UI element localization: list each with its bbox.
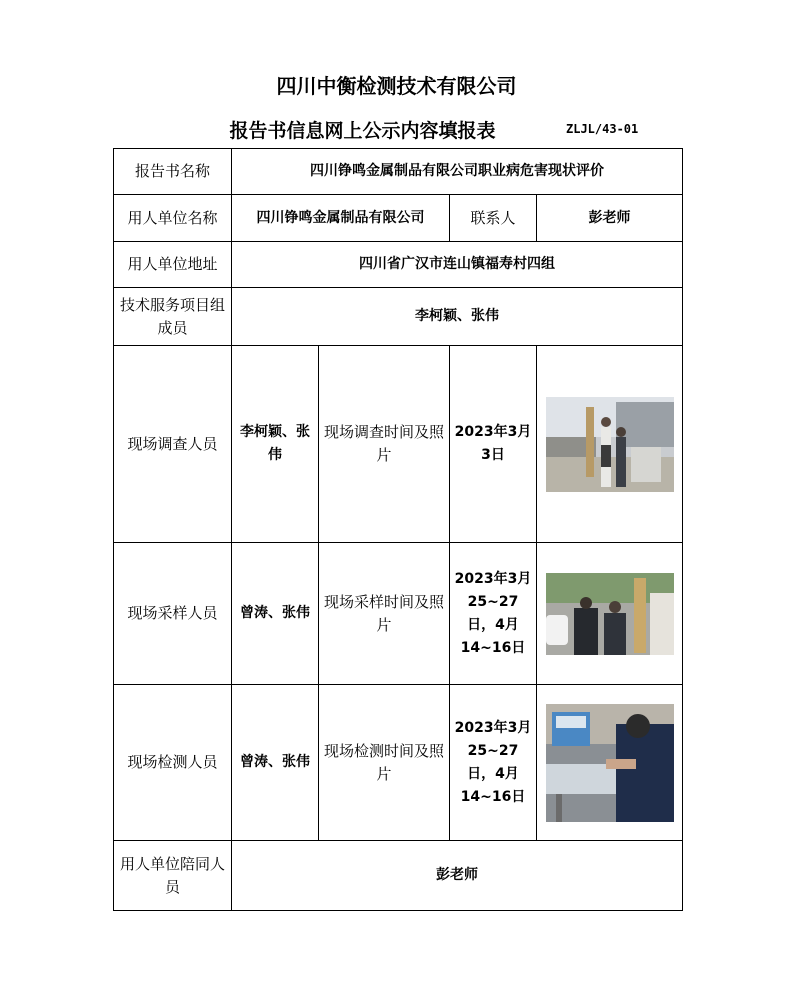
employer-value: 四川铮鸣金属制品有限公司 [232, 195, 450, 242]
team-value: 李柯颖、张伟 [232, 288, 683, 346]
survey-label: 现场调查人员 [114, 346, 232, 543]
testing-label: 现场检测人员 [114, 685, 232, 841]
accompany-label: 用人单位陪同人员 [114, 841, 232, 911]
contact-label: 联系人 [450, 195, 537, 242]
team-label: 技术服务项目组成员 [114, 288, 232, 346]
sampling-people: 曾涛、张伟 [232, 543, 319, 685]
form-code: ZLJL/43-01 [566, 122, 639, 136]
row-testing [114, 685, 683, 841]
survey-time-label: 现场调查时间及照片 [319, 346, 450, 543]
info-table [113, 148, 683, 911]
address-label: 用人单位地址 [114, 242, 232, 288]
row-accompany [114, 841, 683, 911]
row-team [114, 288, 683, 346]
accompany-value: 彭老师 [232, 841, 683, 911]
survey-photo [546, 397, 674, 492]
employer-label: 用人单位名称 [114, 195, 232, 242]
row-report-name [114, 149, 683, 195]
survey-date: 2023年3月3日 [450, 346, 537, 543]
row-sampling [114, 543, 683, 685]
contact-value: 彭老师 [537, 195, 683, 242]
testing-photo-cell [537, 685, 683, 841]
sampling-label: 现场采样人员 [114, 543, 232, 685]
row-survey [114, 346, 683, 543]
report-name-value: 四川铮鸣金属制品有限公司职业病危害现状评价 [232, 149, 683, 195]
sampling-photo-cell [537, 543, 683, 685]
company-title: 四川中衡检测技术有限公司 [276, 74, 517, 98]
testing-time-label: 现场检测时间及照片 [319, 685, 450, 841]
testing-date: 2023年3月25~27日，4月14~16日 [450, 685, 537, 841]
testing-photo [546, 704, 674, 822]
survey-photo-cell [537, 346, 683, 543]
sampling-photo [546, 573, 674, 655]
sampling-time-label: 现场采样时间及照片 [319, 543, 450, 685]
sampling-date: 2023年3月25~27日，4月14~16日 [450, 543, 537, 685]
report-name-label: 报告书名称 [114, 149, 232, 195]
form-title: 报告书信息网上公示内容填报表 [229, 120, 496, 142]
row-employer [114, 195, 683, 242]
row-address [114, 242, 683, 288]
address-value: 四川省广汉市连山镇福寿村四组 [232, 242, 683, 288]
testing-people: 曾涛、张伟 [232, 685, 319, 841]
survey-people: 李柯颖、张伟 [232, 346, 319, 543]
